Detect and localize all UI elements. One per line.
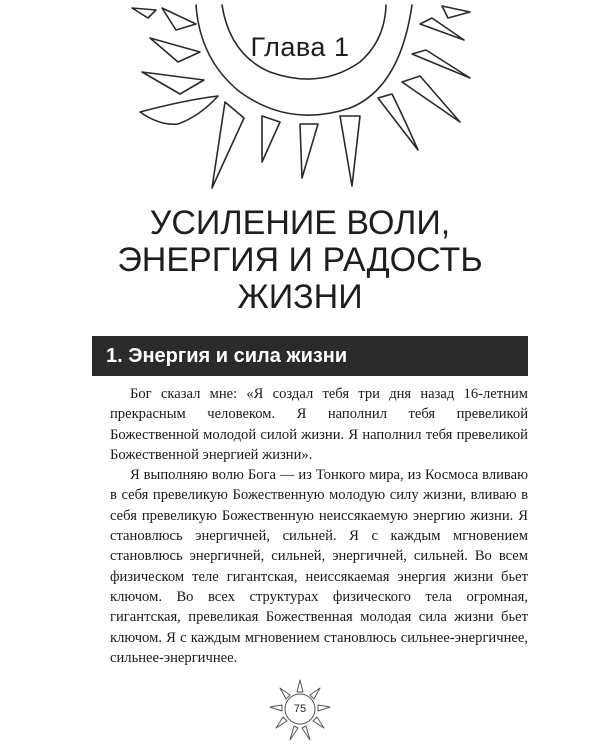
chapter-label: Глава 1 [250, 32, 350, 62]
body-text [110, 384, 528, 668]
section-heading: 1. Энергия и сила жизни [92, 336, 528, 376]
chapter-title-line: ЭНЕРГИЯ И РАДОСТЬ [117, 241, 483, 279]
page-number: 75 [293, 703, 307, 715]
paragraph: Бог сказал мне: «Я создал тебя три дня назад 16-летним прекрасным человеком. Я наполнил тебя превеликой Божественной молодой силой жизни. Я наполнил тебя превеликой Божественной энергией жизни». [110, 386, 528, 463]
chapter-title-line: ЖИЗНИ [237, 278, 363, 316]
paragraph: Я выполняю волю Бога — из Тонкого мира, из Космоса вливаю в себя превеликую Божественную молодую силу жизни, вливаю в себя превеликую Божественную неиссякаемую энергию жизни. Я становлюсь энергичней, сильней. Я с каждым мгновением становлюсь энергичней, сильней, энергичней, сильней. Во всем физическом теле гигантская, неиссякаемая энергия жизни бьет ключом. Во всех структурах физического тела огромная, гигантская, превеликая Божественная молодая сила жизни бьет ключом. Я с каждым мгновением становлюсь сильнее-энергичнее, сильнее-энергичнее. [110, 467, 528, 666]
chapter-title [60, 205, 540, 316]
chapter-title-line: УСИЛЕНИЕ ВОЛИ, [149, 204, 451, 242]
sun-ornament-icon [0, 0, 600, 200]
